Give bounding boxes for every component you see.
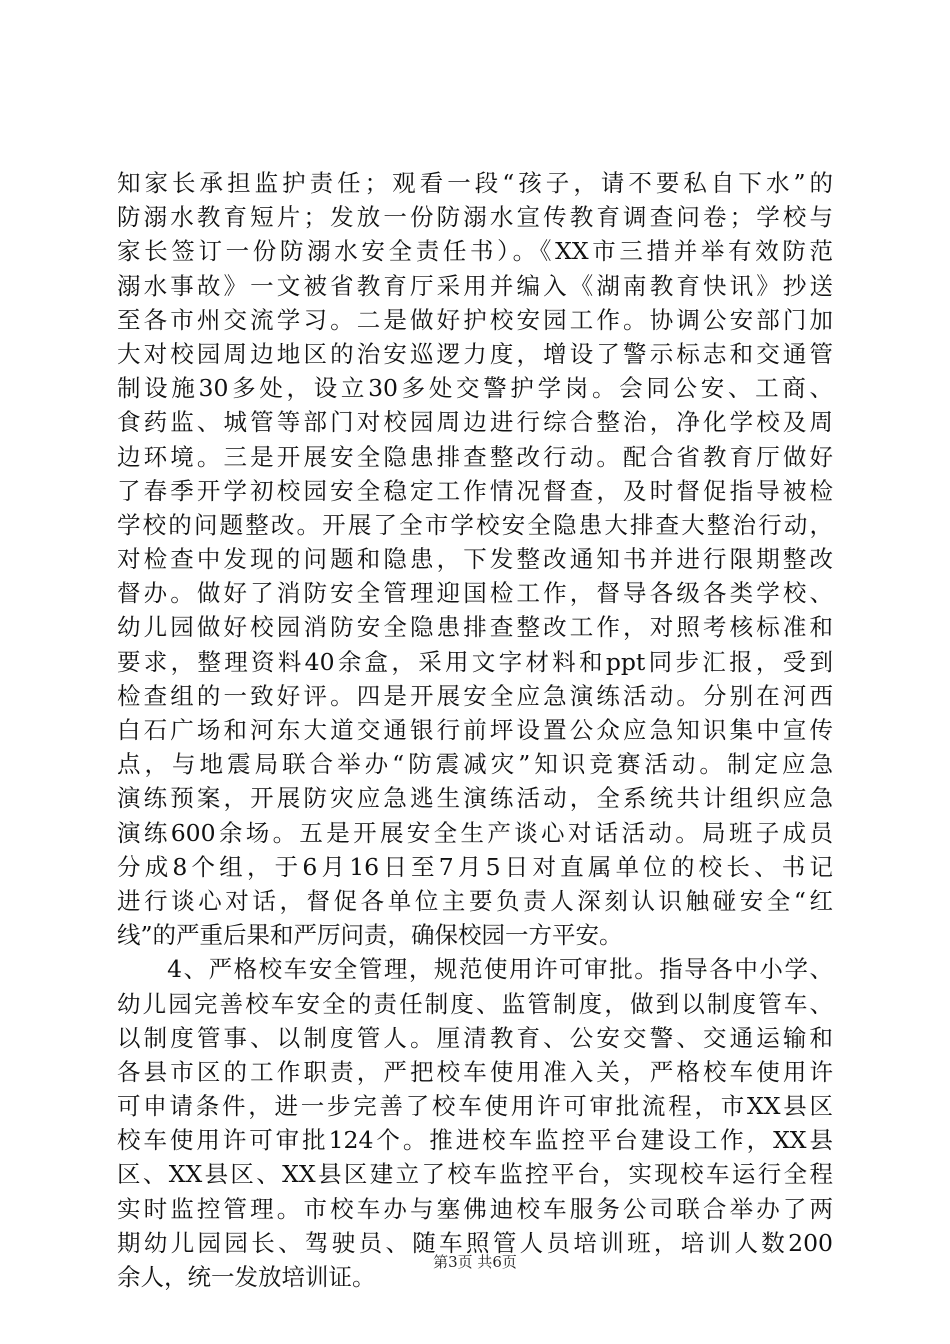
body-line: 校车使用许可审批124个。推进校车监控平台建设工作，XX县 xyxy=(117,1126,833,1155)
body-line: 制设施30多处，设立30多处交警护学岗。会同公安、工商、 xyxy=(117,374,833,403)
paragraph-end-line: 余人，统一发放培训证。 xyxy=(117,1263,376,1291)
body-line: 大对校园周边地区的治安巡逻力度，增设了警示标志和交通管 xyxy=(117,339,833,368)
body-line: 至各市州交流学习。二是做好护校安园工作。协调公安部门加 xyxy=(117,305,833,334)
body-line: 可申请条件，进一步完善了校车使用许可审批流程，市XX县区 xyxy=(117,1092,833,1121)
document-body xyxy=(117,166,833,1294)
body-line: 溺水事故》一文被省教育厅采用并编入《湖南教育快讯》抄送 xyxy=(117,271,833,300)
body-line: 点，与地震局联合举办“防震减灾”知识竞赛活动。制定应急 xyxy=(117,750,833,779)
body-line: 幼儿园做好校园消防安全隐患排查整改工作，对照考核标准和 xyxy=(117,613,833,642)
body-line: 检查组的一致好评。四是开展安全应急演练活动。分别在河西 xyxy=(117,681,833,710)
body-line: 演练预案，开展防灾应急逃生演练活动，全系统共计组织应急 xyxy=(117,784,833,813)
body-line: 家长签订一份防溺水安全责任书）。《XX市三措并举有效防范 xyxy=(117,237,833,266)
body-line: 演练600余场。五是开展安全生产谈心对话活动。局班子成员 xyxy=(117,818,833,847)
body-line: 实时监控管理。市校车办与塞佛迪校车服务公司联合举办了两 xyxy=(117,1194,833,1223)
body-line: 以制度管事、以制度管人。厘清教育、公安交警、交通运输和 xyxy=(117,1023,833,1052)
body-line: 督办。做好了消防安全管理迎国检工作，督导各级各类学校、 xyxy=(117,579,833,608)
body-line: 区、XX县区、XX县区建立了校车监控平台，实现校车运行全程 xyxy=(117,1160,833,1189)
body-line: 食药监、城管等部门对校园周边进行综合整治，净化学校及周 xyxy=(117,408,833,437)
body-line: 了春季开学初校园安全稳定工作情况督查，及时督促指导被检 xyxy=(117,476,833,505)
paragraph-start-line: 4、严格校车安全管理，规范使用许可审批。指导各中小学、 xyxy=(117,955,833,984)
body-line: 白石广场和河东大道交通银行前坪设置公众应急知识集中宣传 xyxy=(117,716,833,744)
body-line: 幼儿园完善校车安全的责任制度、监管制度，做到以制度管车、 xyxy=(117,989,833,1018)
body-line: 进行谈心对话，督促各单位主要负责人深刻认识触碰安全“红 xyxy=(117,886,833,915)
body-line: 要求，整理资料40余盒，采用文字材料和ppt同步汇报，受到 xyxy=(117,647,833,676)
body-line: 学校的问题整改。开展了全市学校安全隐患大排查大整治行动， xyxy=(117,510,833,539)
body-line: 防溺水教育短片；发放一份防溺水宣传教育调查问卷；学校与 xyxy=(117,203,833,232)
body-line: 知家长承担监护责任；观看一段“孩子，请不要私自下水”的 xyxy=(117,169,833,197)
body-line: 各县市区的工作职责，严把校车使用准入关，严格校车使用许 xyxy=(117,1057,833,1086)
paragraph-end-line: 线”的严重后果和严厉问责，确保校园一方平安。 xyxy=(117,921,623,950)
body-line: 期幼儿园园长、驾驶员、随车照管人员培训班，培训人数200 xyxy=(117,1228,833,1257)
page-footer: 第3页 共6页 xyxy=(433,1253,517,1271)
body-line: 对检查中发现的问题和隐患，下发整改通知书并进行限期整改 xyxy=(117,545,833,574)
body-line: 分成8个组，于6月16日至7月5日对直属单位的校长、书记 xyxy=(117,852,833,881)
body-line: 边环境。三是开展安全隐患排查整改行动。配合省教育厅做好 xyxy=(117,442,833,471)
